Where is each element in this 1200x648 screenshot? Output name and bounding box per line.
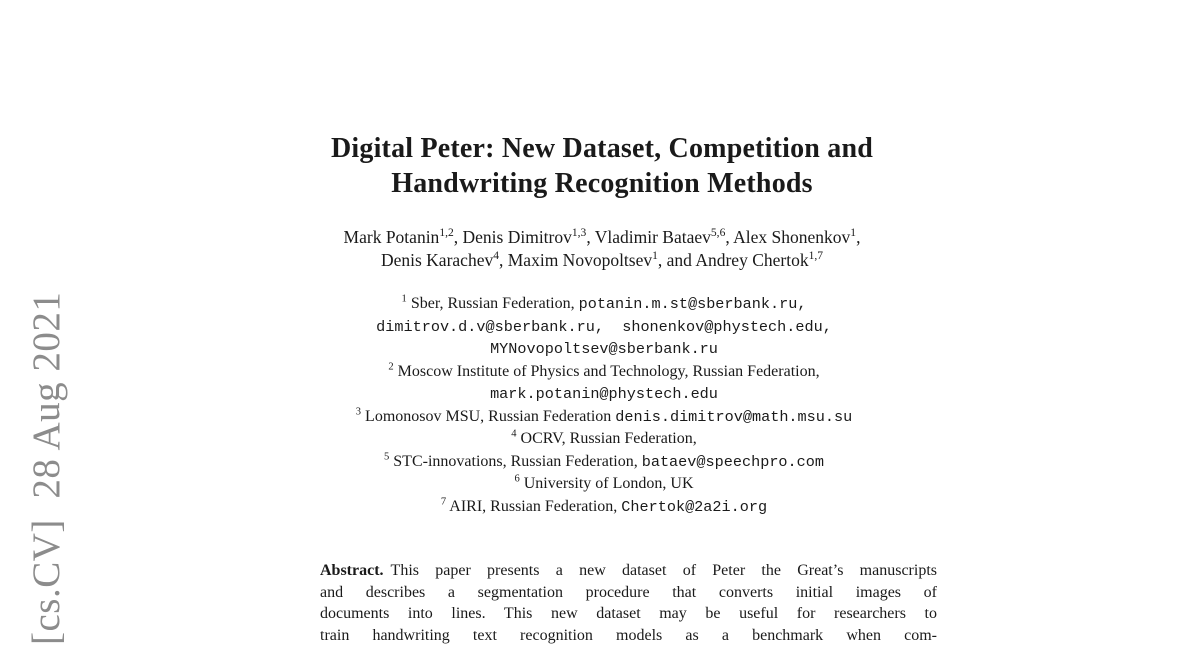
paper-title-line1: Digital Peter: New Dataset, Competition and	[330, 132, 874, 164]
affiliation-text: Moscow Institute of Physics and Technology, Russian Federation,	[393, 362, 820, 380]
author-separator: ,	[499, 250, 508, 270]
abstract-label: Abstract.	[320, 562, 384, 579]
author-separator: ,	[586, 227, 595, 247]
author-name: Denis Karachev	[380, 250, 494, 270]
abstract-line: and describes a segmentation procedure that converts initial images of	[320, 583, 937, 601]
abstract-section	[320, 560, 937, 646]
affiliation-marker: 1	[401, 293, 407, 305]
affiliation-line	[4, 473, 1200, 496]
affiliation-email: denis.dimitrov@math.msu.su	[615, 407, 853, 426]
affiliation-line	[4, 316, 1200, 339]
paper-title	[2, 131, 1200, 201]
affiliation-email: mark.potanin@phystech.edu	[490, 385, 718, 403]
author-separator: ,	[856, 227, 861, 247]
author-superscript: 1	[850, 227, 857, 240]
author-line-1	[2, 226, 1200, 249]
abstract-line: documents into lines. This new dataset may be useful for researchers to	[320, 605, 937, 623]
affiliation-text: Sber, Russian Federation,	[406, 295, 579, 312]
author-name: Mark Potanin	[343, 227, 440, 247]
affiliation-line	[4, 406, 1200, 429]
author-name: Maxim Novopoltsev	[507, 250, 653, 270]
author-superscript: 5,6	[710, 227, 726, 240]
affiliation-email: potanin.m.st@sberbank.ru,	[578, 295, 807, 313]
affiliation-marker: 2	[388, 361, 394, 373]
arxiv-watermark: [cs.CV] 28 Aug 2021	[25, 291, 68, 645]
author-superscript: 1,3	[571, 227, 587, 240]
affiliation-email: dimitrov.d.v@sberbank.ru, shonenkov@phystech.edu,	[376, 317, 832, 336]
author-name: Vladimir Bataev	[594, 227, 711, 247]
affiliation-marker: 6	[514, 473, 520, 485]
affiliation-line	[4, 496, 1200, 519]
affiliation-line	[4, 361, 1200, 384]
affiliation-text: STC-innovations, Russian Federation,	[389, 452, 642, 470]
affiliation-marker: 7	[440, 496, 447, 508]
affiliation-email: Chertok@2a2i.org	[621, 497, 768, 516]
affiliation-text: OCRV, Russian Federation,	[516, 430, 697, 447]
author-superscript: 1	[652, 250, 658, 263]
author-superscript: 4	[493, 250, 499, 263]
affiliation-list	[4, 293, 1200, 518]
author-separator: , and	[657, 250, 696, 270]
affiliation-line	[4, 428, 1200, 451]
author-superscript: 1,2	[439, 227, 454, 240]
author-list	[2, 226, 1200, 272]
affiliation-line	[4, 338, 1200, 361]
abstract-line: train handwriting text recognition models as a benchmark when com-	[320, 626, 937, 644]
author-name: Alex Shonenkov	[733, 227, 851, 247]
paper-title-line2: Handwriting Recognition Methods	[391, 167, 813, 199]
author-separator: ,	[453, 227, 463, 247]
abstract-line	[320, 560, 937, 582]
author-separator: ,	[725, 227, 734, 247]
affiliation-line	[4, 383, 1200, 406]
author-name: Andrey Chertok	[695, 250, 809, 270]
affiliation-text: AIRI, Russian Federation,	[446, 497, 622, 515]
affiliation-text: University of London, UK	[519, 475, 694, 492]
affiliation-email: MYNovopoltsev@sberbank.ru	[490, 340, 718, 358]
author-line-2	[2, 249, 1200, 272]
author-name: Denis Dimitrov	[462, 227, 572, 247]
affiliation-marker: 3	[355, 406, 362, 418]
affiliation-marker: 5	[384, 451, 390, 463]
author-superscript: 1,7	[808, 250, 824, 263]
affiliation-line	[4, 293, 1200, 316]
affiliation-marker: 4	[511, 428, 517, 440]
affiliation-line	[4, 451, 1200, 474]
affiliation-text: Lomonosov MSU, Russian Federation	[361, 407, 616, 425]
affiliation-email: bataev@speechpro.com	[641, 452, 824, 471]
abstract-text: This paper presents a new dataset of Peter the Great’s manuscripts	[390, 562, 937, 579]
